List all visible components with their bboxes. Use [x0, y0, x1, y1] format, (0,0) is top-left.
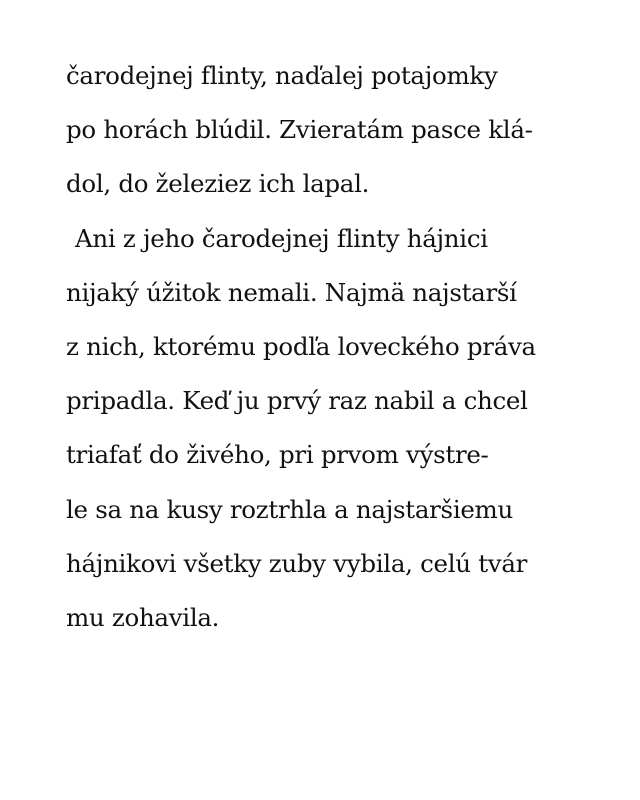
body-text [66, 56, 626, 652]
text-line: triafať do živého, pri prvom výstre- [66, 440, 489, 470]
text-line: po horách blúdil. Zvieratám pasce klá- [66, 115, 533, 145]
text-line: hájnikovi všetky zuby vybila, celú tvár [66, 548, 528, 578]
paragraph-start-line: Ani z jeho čarodejnej flinty hájnici [75, 223, 488, 253]
text-line: čarodejnej flinty, naďalej potajomky [66, 61, 498, 90]
text-line: z nich, ktorému podľa loveckého práva [66, 331, 536, 361]
text-line: nijaký úžitok nemali. Najmä najstarší [66, 277, 517, 307]
text-line: dol, do železiez ich lapal. [66, 169, 370, 199]
text-line: pripadla. Keď ju prvý raz nabil a chcel [66, 386, 528, 416]
text-line: le sa na kusy roztrhla a najstaršiemu [66, 494, 513, 524]
text-line: mu zohavila. [66, 602, 220, 632]
